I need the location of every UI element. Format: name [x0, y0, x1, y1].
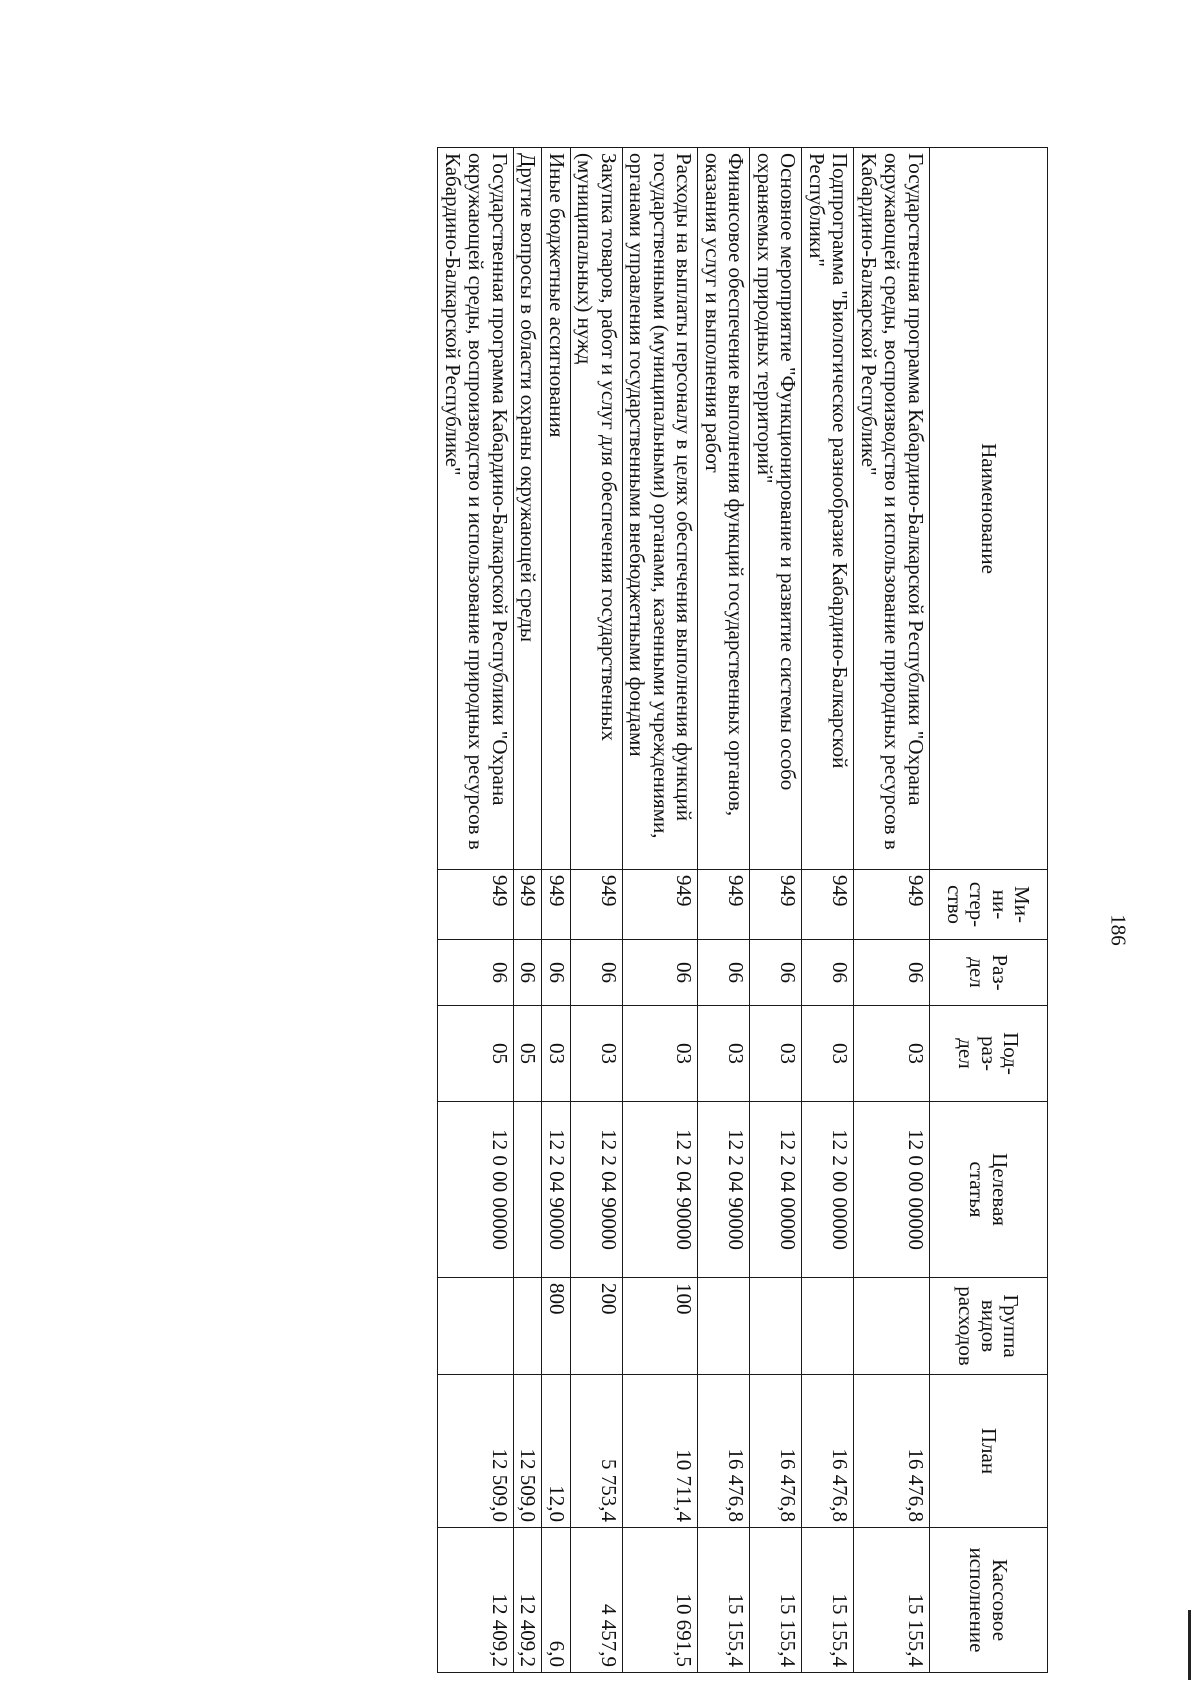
- row-expense-group: [513, 1278, 542, 1375]
- row-section: 06: [802, 940, 854, 1006]
- row-plan: 16 476,8: [750, 1375, 802, 1528]
- table-row: [750, 148, 802, 1673]
- page-number: 186: [1106, 914, 1131, 946]
- row-target: 12 2 04 90000: [698, 1102, 750, 1278]
- row-section: 06: [513, 940, 542, 1006]
- row-plan: 16 476,8: [854, 1375, 930, 1528]
- row-name: Основное мероприятие "Функционирование и развитие системы особо охраняемых природных территорий": [750, 148, 802, 870]
- row-target: 12 2 04 90000: [622, 1102, 698, 1278]
- table-row: [513, 148, 542, 1673]
- row-name: Государственная программа Кабардино-Балкарской Республики "Охрана окружающей среды, воспроизводство и использование природных ресурсов в Кабардино-Балкарской Республике": [854, 148, 930, 870]
- row-section: 06: [698, 940, 750, 1006]
- row-subsection: 03: [802, 1006, 854, 1102]
- row-name: Финансовое обеспечение выполнения функций государственных органов, оказания услуг и выполнения работ: [698, 148, 750, 870]
- row-plan: 16 476,8: [698, 1375, 750, 1528]
- row-subsection: 03: [750, 1006, 802, 1102]
- row-execution: 15 155,4: [854, 1528, 930, 1673]
- row-execution: 12 409,2: [438, 1528, 514, 1673]
- row-execution: 15 155,4: [698, 1528, 750, 1673]
- header-execution: Кассовое исполнение: [930, 1528, 1048, 1673]
- row-section: 06: [622, 940, 698, 1006]
- scan-edge-mark: [1188, 1610, 1191, 1680]
- row-execution: 15 155,4: [750, 1528, 802, 1673]
- row-execution: 4 457,9: [570, 1528, 622, 1673]
- row-target: 12 2 04 00000: [750, 1102, 802, 1278]
- row-ministry: 949: [698, 870, 750, 940]
- row-subsection: 05: [438, 1006, 514, 1102]
- row-target: 12 2 00 00000: [802, 1102, 854, 1278]
- table-header-row: [930, 148, 1048, 1673]
- row-name: Подпрограмма "Биологическое разнообразие Кабардино-Балкарской Республики": [802, 148, 854, 870]
- table-row: [698, 148, 750, 1673]
- row-name: Государственная программа Кабардино-Балкарской Республики "Охрана окружающей среды, воспроизводство и использование природных ресурсов в Кабардино-Балкарской Республике": [438, 148, 514, 870]
- row-subsection: 03: [698, 1006, 750, 1102]
- row-target: 12 0 00 00000: [854, 1102, 930, 1278]
- rotated-table-container: [160, 147, 1048, 1672]
- row-expense-group: [698, 1278, 750, 1375]
- row-ministry: 949: [622, 870, 698, 940]
- row-ministry: 949: [750, 870, 802, 940]
- row-section: 06: [570, 940, 622, 1006]
- row-target: [513, 1102, 542, 1278]
- header-target: Целевая статья: [930, 1102, 1048, 1278]
- table-row: [854, 148, 930, 1673]
- row-name: Иные бюджетные ассигнования: [542, 148, 571, 870]
- row-target: 12 0 00 00000: [438, 1102, 514, 1278]
- row-plan: 5 753,4: [570, 1375, 622, 1528]
- row-plan: 12 509,0: [438, 1375, 514, 1528]
- row-name: Расходы на выплаты персоналу в целях обеспечения выполнения функций государственными (муниципальными) органами, казенными учреждениями, органами управления государственными внебюджетными фондами: [622, 148, 698, 870]
- table-row: [802, 148, 854, 1673]
- row-expense-group: [854, 1278, 930, 1375]
- row-execution: 6,0: [542, 1528, 571, 1673]
- row-expense-group: 200: [570, 1278, 622, 1375]
- row-section: 06: [854, 940, 930, 1006]
- row-name: Закупка товаров, работ и услуг для обеспечения государственных (муниципальных) нужд: [570, 148, 622, 870]
- budget-table: [437, 147, 1048, 1673]
- row-expense-group: 100: [622, 1278, 698, 1375]
- row-expense-group: 800: [542, 1278, 571, 1375]
- row-section: 06: [750, 940, 802, 1006]
- table-row: [542, 148, 571, 1673]
- row-section: 06: [542, 940, 571, 1006]
- table-row: [570, 148, 622, 1673]
- header-plan: План: [930, 1375, 1048, 1528]
- header-ministry: Ми- ни- стер- ство: [930, 870, 1048, 940]
- row-name: Другие вопросы в области охраны окружающей среды: [513, 148, 542, 870]
- row-plan: 10 711,4: [622, 1375, 698, 1528]
- header-name: Наименование: [930, 148, 1048, 870]
- row-plan: 12 509,0: [513, 1375, 542, 1528]
- row-target: 12 2 04 90000: [542, 1102, 571, 1278]
- row-section: 06: [438, 940, 514, 1006]
- header-expense-group: Группа видов расходов: [930, 1278, 1048, 1375]
- row-expense-group: [750, 1278, 802, 1375]
- header-subsection: Под- раз- дел: [930, 1006, 1048, 1102]
- row-expense-group: [802, 1278, 854, 1375]
- row-ministry: 949: [802, 870, 854, 940]
- row-execution: 12 409,2: [513, 1528, 542, 1673]
- row-subsection: 03: [622, 1006, 698, 1102]
- header-section: Раз- дел: [930, 940, 1048, 1006]
- row-plan: 16 476,8: [802, 1375, 854, 1528]
- row-plan: 12,0: [542, 1375, 571, 1528]
- table-row: [622, 148, 698, 1673]
- row-target: 12 2 04 90000: [570, 1102, 622, 1278]
- row-execution: 10 691,5: [622, 1528, 698, 1673]
- row-ministry: 949: [513, 870, 542, 940]
- row-expense-group: [438, 1278, 514, 1375]
- row-ministry: 949: [570, 870, 622, 940]
- table-row: [438, 148, 514, 1673]
- row-subsection: 03: [854, 1006, 930, 1102]
- row-ministry: 949: [438, 870, 514, 940]
- row-execution: 15 155,4: [802, 1528, 854, 1673]
- row-subsection: 03: [542, 1006, 571, 1102]
- row-ministry: 949: [854, 870, 930, 940]
- row-subsection: 05: [513, 1006, 542, 1102]
- row-subsection: 03: [570, 1006, 622, 1102]
- row-ministry: 949: [542, 870, 571, 940]
